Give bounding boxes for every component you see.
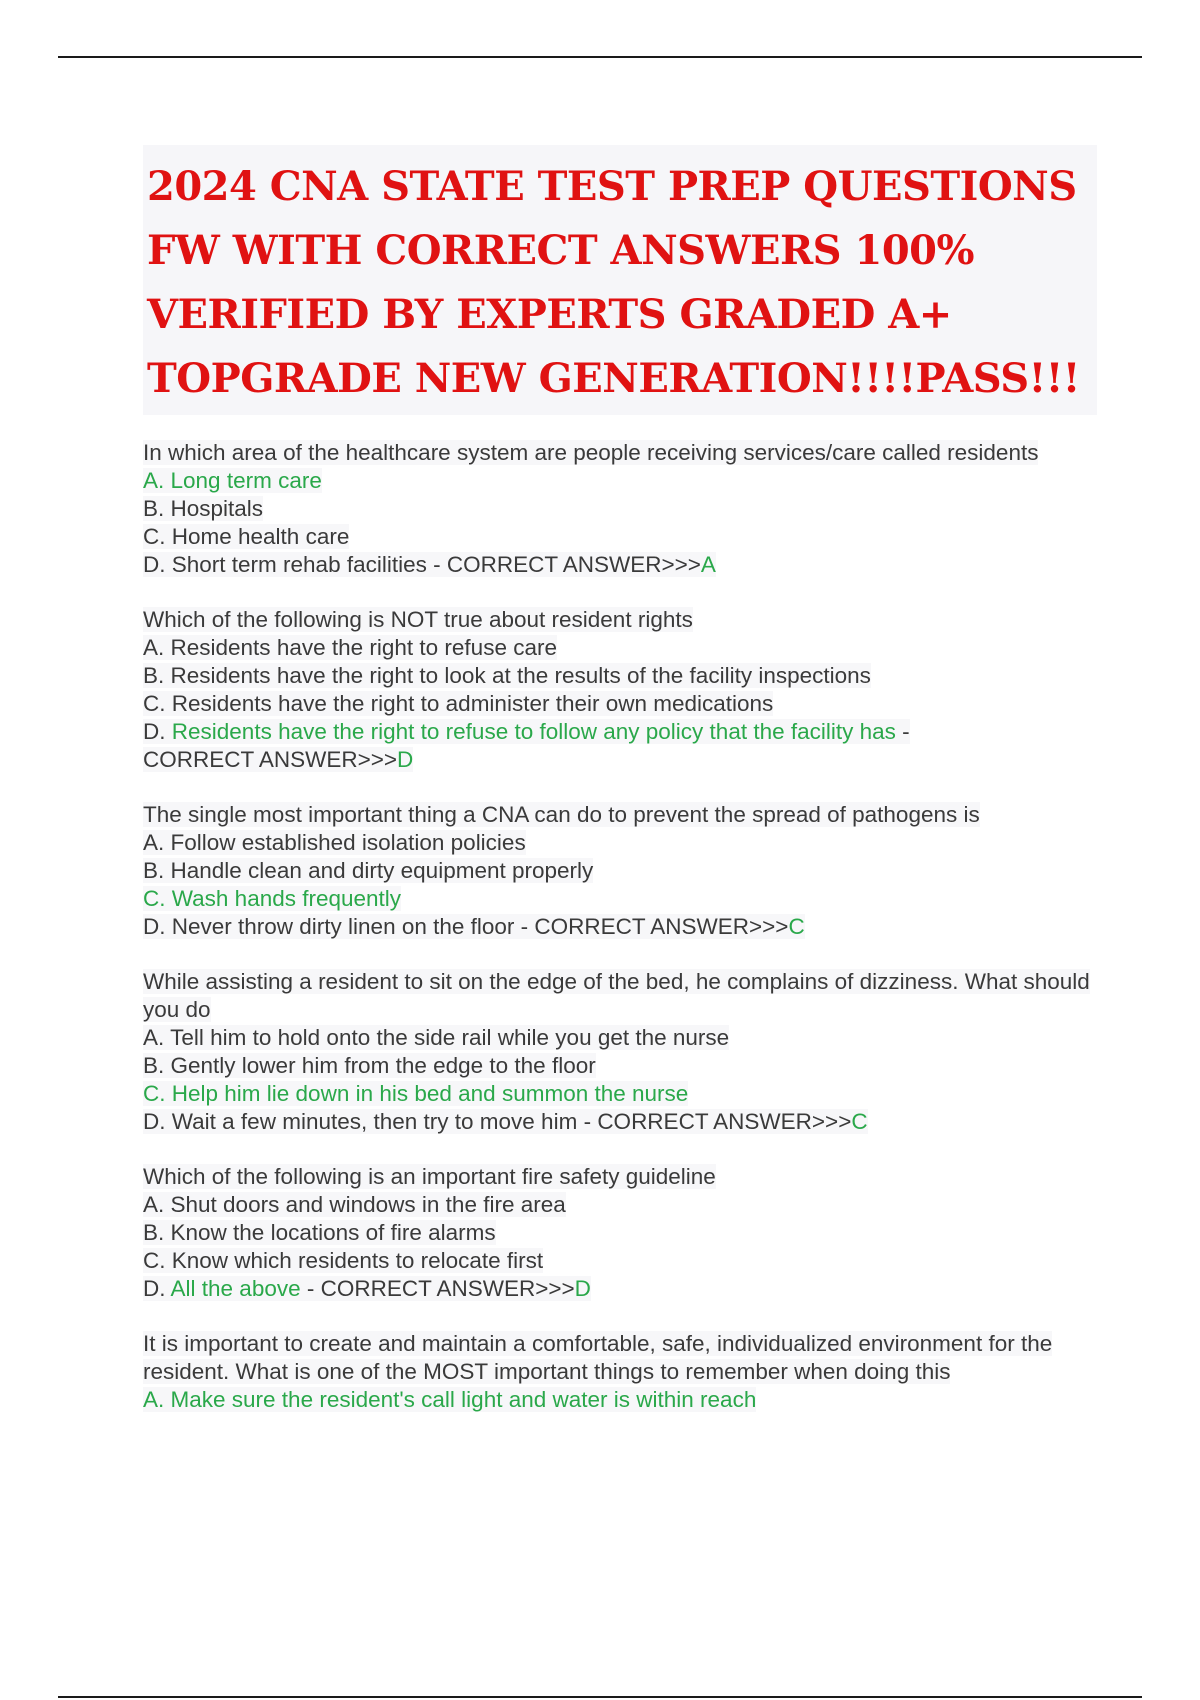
option-c: C. Home health care xyxy=(143,524,350,549)
document-body xyxy=(143,145,1093,1441)
option-d: D. Never throw dirty linen on the floor - CORRECT ANSWER>>>C xyxy=(143,914,805,939)
option-b: B. Hospitals xyxy=(143,496,264,521)
footer-rule xyxy=(58,1696,1142,1698)
question-block-5 xyxy=(143,1163,1093,1303)
question-block-2 xyxy=(143,606,1093,774)
answer-line xyxy=(143,746,1093,774)
question-text: While assisting a resident to sit on the edge of the bed, he complains of dizziness. What should you do xyxy=(143,969,1090,1022)
option-a-correct: A. Make sure the resident's call light and water is within reach xyxy=(143,1387,757,1412)
document-title: 2024 CNA STATE TEST PREP QUESTIONS FW WITH CORRECT ANSWERS 100% VERIFIED BY EXPERTS GRADED A+ TOPGRADE NEW GENERATION!!!!PASS!!! xyxy=(147,163,1080,402)
answer-marker: CORRECT ANSWER>>> xyxy=(143,747,398,772)
option-d: D. Wait a few minutes, then try to move him - CORRECT ANSWER>>>C xyxy=(143,1109,868,1134)
answer-letter: A xyxy=(700,552,716,577)
answer-letter: C xyxy=(851,1109,868,1134)
answer-marker: CORRECT ANSWER>>> xyxy=(320,1276,575,1301)
answer-letter: D xyxy=(574,1276,591,1301)
option-a: A. Residents have the right to refuse care xyxy=(143,635,557,660)
answer-marker: CORRECT ANSWER>>> xyxy=(446,552,701,577)
option-a-correct: A. Long term care xyxy=(143,468,322,493)
option-d: D. Short term rehab facilities - CORRECT ANSWER>>>A xyxy=(143,552,716,577)
title-banner xyxy=(143,145,1097,415)
question-block-1 xyxy=(143,439,1093,579)
answer-letter: D xyxy=(397,747,414,772)
option-b: B. Gently lower him from the edge to the floor xyxy=(143,1053,596,1078)
option-d-correct: D. All the above - CORRECT ANSWER>>>D xyxy=(143,1276,591,1301)
option-b: B. Residents have the right to look at the results of the facility inspections xyxy=(143,663,871,688)
question-text: It is important to create and maintain a comfortable, safe, individualized environment for the resident. What is one of the MOST important things to remember when doing this xyxy=(143,1331,1053,1384)
option-b: B. Handle clean and dirty equipment properly xyxy=(143,858,594,883)
option-a: A. Tell him to hold onto the side rail while you get the nurse xyxy=(143,1025,730,1050)
question-text: The single most important thing a CNA can do to prevent the spread of pathogens is xyxy=(143,802,980,827)
option-b: B. Know the locations of fire alarms xyxy=(143,1220,496,1245)
question-text: In which area of the healthcare system are people receiving services/care called residents xyxy=(143,440,1039,465)
option-a: A. Shut doors and windows in the fire area xyxy=(143,1192,566,1217)
question-text: Which of the following is an important fire safety guideline xyxy=(143,1164,716,1189)
option-c: C. Residents have the right to administer their own medications xyxy=(143,691,774,716)
option-c-correct: C. Wash hands frequently xyxy=(143,886,402,911)
question-block-4 xyxy=(143,968,1093,1136)
option-c: C. Know which residents to relocate first xyxy=(143,1248,544,1273)
answer-marker: CORRECT ANSWER>>> xyxy=(597,1109,852,1134)
answer-letter: C xyxy=(788,914,805,939)
option-c-correct: C. Help him lie down in his bed and summon the nurse xyxy=(143,1081,689,1106)
answer-marker: CORRECT ANSWER>>> xyxy=(534,914,789,939)
question-block-6 xyxy=(143,1330,1093,1414)
header-rule xyxy=(58,56,1142,58)
option-d-correct: D. Residents have the right to refuse to follow any policy that the facility has - xyxy=(143,719,910,744)
question-text: Which of the following is NOT true about resident rights xyxy=(143,607,693,632)
option-a: A. Follow established isolation policies xyxy=(143,830,526,855)
question-block-3 xyxy=(143,801,1093,941)
